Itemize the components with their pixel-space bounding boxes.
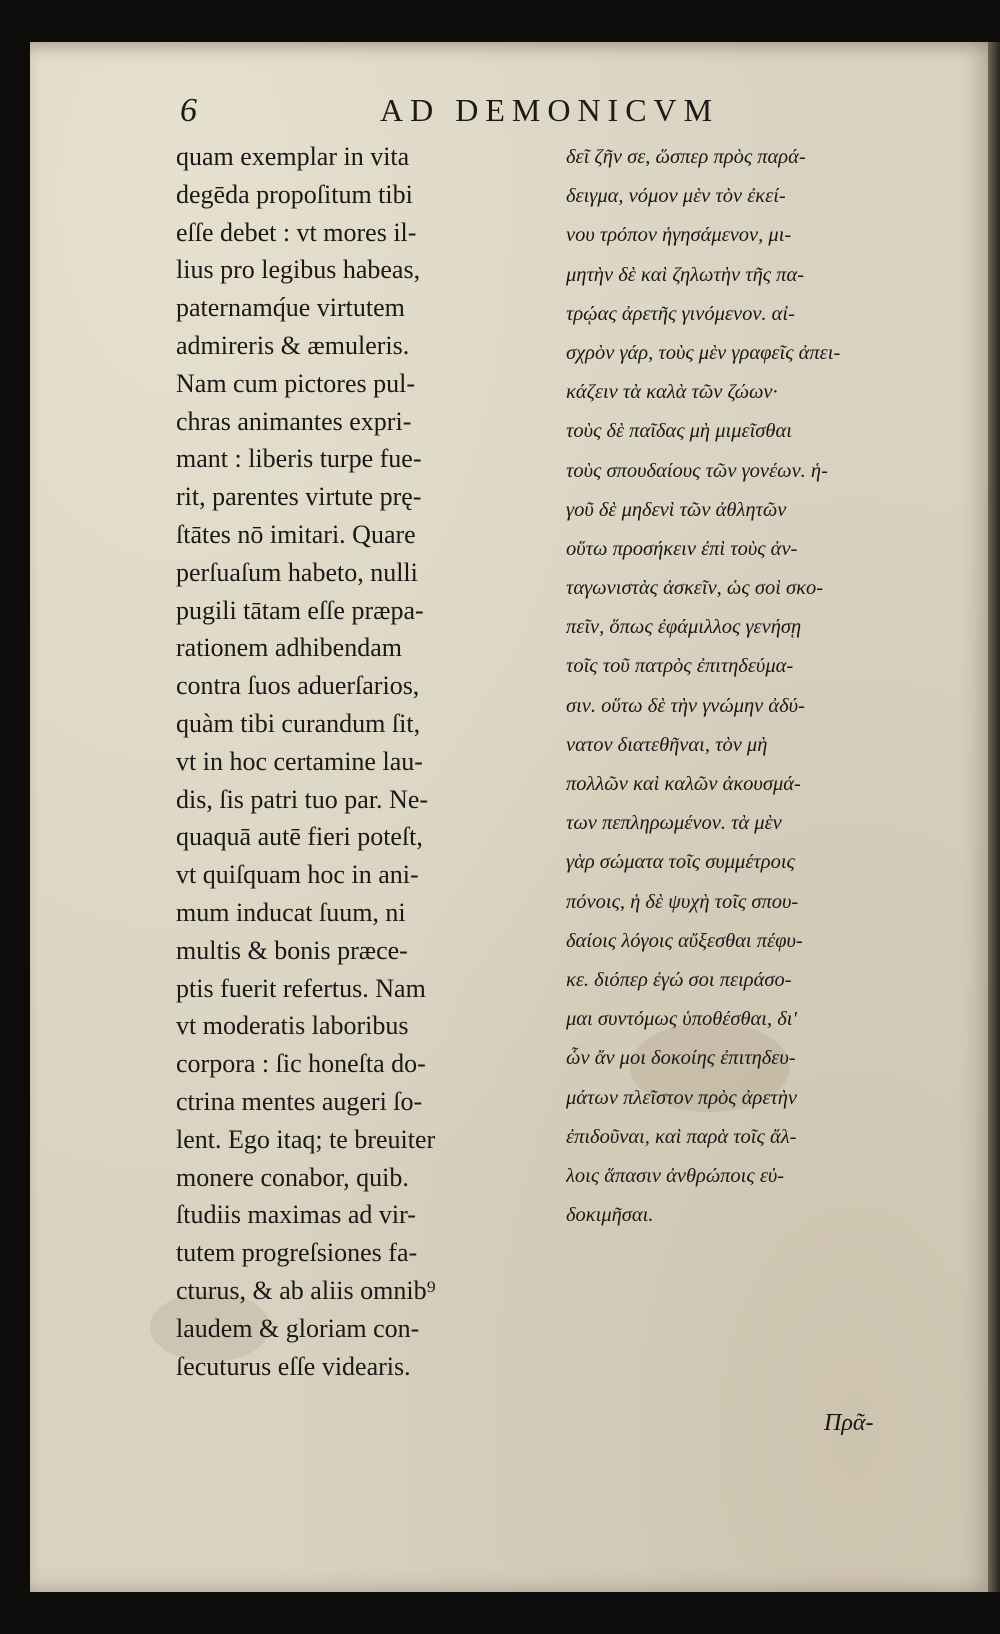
latin-text-line: dis, ſis patri tuo par. Ne-: [176, 784, 429, 814]
latin-text-line: vt in hoc certamine lau-: [176, 746, 423, 776]
greek-text-line: τοῖς τοῦ πατρὸς ἐπιτηδεύμα-: [566, 655, 794, 678]
greek-text-line: δοκιμῆσαι.: [566, 1204, 654, 1227]
greek-text-line: πόνοις, ἡ δὲ ψυχὴ τοῖς σπου-: [566, 890, 799, 913]
latin-text-line: admireris & æmuleris.: [176, 330, 410, 360]
latin-text-line: pugili tātam eſſe præpa-: [176, 595, 424, 625]
greek-text-line: δειγμα, νόμον μὲν τὸν ἐκεί-: [566, 185, 786, 208]
latin-text-line: ctrina mentes augeri ſo-: [176, 1086, 423, 1116]
greek-text-line: κάζειν τὰ καλὰ τῶν ζώων·: [566, 381, 778, 404]
greek-text-line: μητὴν δὲ καὶ ζηλωτὴν τῆς πα-: [566, 263, 805, 286]
latin-text-line: eſſe debet : vt mores il-: [176, 217, 417, 247]
catchword: Πρᾶ-: [824, 1410, 874, 1436]
greek-text-line: πεῖν, ὅπως ἐφάμιλλος γενήσῃ: [566, 616, 802, 639]
latin-text-line: laudem & gloriam con-: [176, 1313, 420, 1343]
greek-text-line: δαίοις λόγοις αὔξεσθαι πέφυ-: [566, 929, 803, 952]
latin-text-line: rationem adhibendam: [176, 633, 402, 663]
latin-text-line: monere conabor, quib.: [176, 1162, 409, 1192]
latin-text-line: degēda propoſitum tibi: [176, 179, 413, 209]
latin-text-line: contra ſuos aduerſarios,: [176, 671, 420, 701]
latin-text-line: corpora : ſic honeſta do-: [176, 1049, 426, 1079]
book-gutter: [988, 42, 1000, 1592]
greek-text-line: λοις ἅπασιν ἀνθρώποις εὐ-: [566, 1164, 785, 1187]
greek-text-line: πολλῶν καὶ καλῶν ἀκουσμά-: [566, 773, 801, 795]
latin-text-line: chras animantes expri-: [176, 406, 412, 436]
greek-text-line: τοὺς σπουδαίους τῶν γονέων. ἡ-: [566, 459, 828, 482]
page-header: [180, 92, 880, 132]
latin-text-line: Nam cum pictores pul-: [176, 368, 415, 398]
greek-text-line: ταγωνιστὰς ἀσκεῖν, ὡς σοὶ σκο-: [566, 577, 824, 600]
greek-text-line: οὕτω προσήκειν ἐπὶ τοὺς ἀν-: [566, 537, 798, 560]
latin-text-line: ſtātes nō imitari. Quare: [176, 519, 416, 549]
greek-text-line: σχρὸν γάρ, τοὺς μὲν γραφεῖς ἀπει-: [566, 341, 841, 364]
greek-text-line: των πεπληρωμένον. τὰ μὲν: [566, 812, 782, 835]
latin-text-line: lius pro legibus habeas,: [176, 255, 421, 285]
latin-text-line: mum inducat ſuum, ni: [176, 897, 406, 927]
greek-text-line: γὰρ σώματα τοῖς συμμέτροις: [566, 851, 795, 874]
latin-column: [176, 138, 552, 1385]
latin-text-line: multis & bonis præce-: [176, 935, 408, 965]
greek-text-line: μάτων πλεῖστον πρὸς ἀρετὴν: [566, 1086, 798, 1109]
latin-text-line: tutem progreſsiones fa-: [176, 1238, 418, 1268]
greek-text-line: δεῖ ζῆν σε, ὥσπερ πρὸς παρά-: [566, 146, 806, 168]
greek-text-line: νου τρόπον ἡγησάμενον, μι-: [566, 224, 792, 247]
latin-text-line: quam exemplar in vita: [176, 142, 410, 171]
latin-text-line: quàm tibi curandum ſit,: [176, 708, 421, 738]
latin-text-line: vt quiſquam hoc in ani-: [176, 860, 419, 890]
page-number: 6: [180, 92, 197, 129]
greek-text-line: νατον διατεθῆναι, τὸν μὴ: [566, 733, 768, 756]
greek-text-line: γοῦ δὲ μηδενὶ τῶν ἀθλητῶν: [566, 498, 787, 521]
latin-text-line: perſuaſum habeto, nulli: [176, 557, 418, 587]
latin-text-line: rit, parentes virtute prę-: [176, 482, 422, 512]
greek-text-line: τοὺς δὲ παῖδας μὴ μιμεῖσθαι: [566, 420, 792, 443]
latin-text-line: ſecuturus eſſe videaris.: [176, 1351, 411, 1381]
greek-text-line: τρῴας ἀρετῆς γινόμενον. αἰ-: [566, 302, 795, 325]
latin-text-line: lent. Ego itaq; te breuiter: [176, 1124, 436, 1154]
latin-text-line: vt moderatis laboribus: [176, 1011, 409, 1041]
greek-text-line: ἐπιδοῦναι, καὶ παρὰ τοῖς ἄλ-: [566, 1125, 797, 1148]
latin-text-line: paternamq́ue virtutem: [176, 293, 405, 323]
latin-text-line: quaquā autē fieri poteſt,: [176, 822, 423, 852]
latin-text-line: ſtudiis maximas ad vir-: [176, 1200, 416, 1230]
latin-text-line: ptis fuerit refertus. Nam: [176, 973, 426, 1003]
greek-column: [566, 138, 948, 1235]
greek-text-line: μαι συντόμως ὑποθέσθαι, δι': [566, 1008, 797, 1031]
running-title: AD DEMONICVM: [380, 92, 720, 128]
greek-text-line: ὧν ἄν μοι δοκοίης ἐπιτηδευ-: [566, 1047, 796, 1070]
greek-text-line: κε. διόπερ ἐγώ σοι πειράσο-: [566, 968, 792, 991]
latin-text-line: mant : liberis turpe fue-: [176, 444, 422, 474]
greek-text-line: σιν. οὕτω δὲ τὴν γνώμην ἀδύ-: [566, 694, 805, 717]
latin-text-line: cturus, & ab aliis omnib⁹: [176, 1275, 436, 1305]
